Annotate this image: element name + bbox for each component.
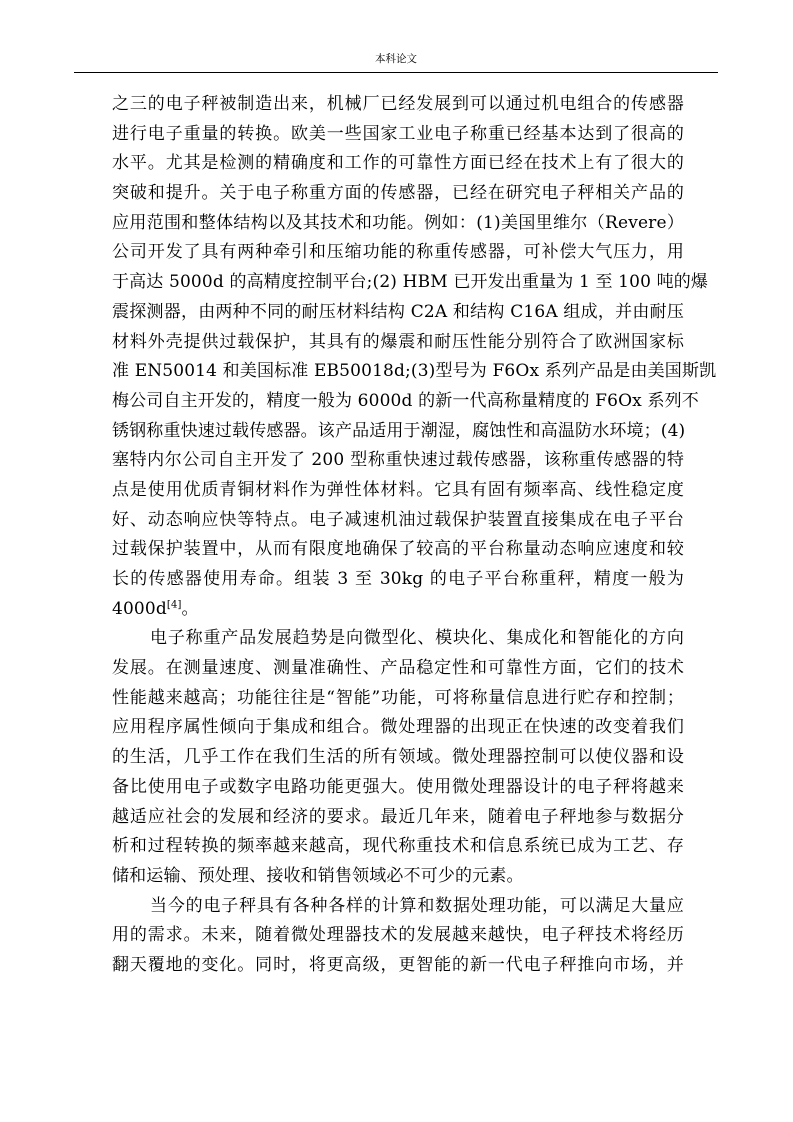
header-divider (74, 72, 718, 73)
text-line: 点是使用优质青铜材料作为弹性体材料。它具有固有频率高、线性稳定度 (112, 479, 684, 500)
text-line: 锈钢称重快速过载传感器。该产品适用于潮湿，腐蚀性和高温防水环境；(4) (112, 420, 686, 441)
text-line: 材料外壳提供过载保护，其具有的爆震和耐压性能分别符合了欧洲国家标 (112, 331, 684, 352)
text-line: 越适应社会的发展和经济的要求。最近几年来，随着电子秤地参与数据分 (112, 806, 684, 827)
paragraph-2 (112, 624, 684, 891)
text-fragment: 4000d (112, 598, 167, 619)
text-line: 于高达 5000d 的高精度控制平台;(2) HBM 已开发出重量为 1 至 100 吨的爆 (112, 272, 709, 293)
text-line: 用的需求。未来，随着微处理器技术的发展越来越快，电子秤技术将经历 (112, 925, 684, 946)
text-line: 应用范围和整体结构以及其技术和功能。例如：(1)美国里维尔（Revere） (112, 212, 684, 233)
document-body (112, 90, 717, 981)
text-line: 塞特内尔公司自主开发了 200 型称重快速过载传感器，该称重传感器的特 (112, 450, 684, 471)
text-line: 公司开发了具有两种牵引和压缩功能的称重传感器，可补偿大气压力，用 (112, 242, 684, 263)
text-line: 好、动态响应快等特点。电子减速机油过载保护装置直接集成在电子平台 (112, 509, 684, 530)
text-line: 翻天覆地的变化。同时，将更高级，更智能的新一代电子秤推向市场，并 (112, 954, 684, 975)
text-line: 应用程序属性倾向于集成和组合。微处理器的出现正在快速的改变着我们 (112, 717, 684, 738)
text-line: 梅公司自主开发的，精度一般为 6000d 的新一代高称量精度的 F6Ox 系列不 (112, 390, 699, 411)
text-line: 的生活，几乎工作在我们生活的所有领域。微处理器控制可以使仪器和设 (112, 747, 684, 768)
text-line: 进行电子重量的转换。欧美一些国家工业电子称重已经基本达到了很高的 (112, 123, 684, 144)
text-line: 水平。尤其是检测的精确度和工作的可靠性方面已经在技术上有了很大的 (112, 153, 684, 174)
text-line: 震探测器，由两种不同的耐压材料结构 C2A 和结构 C16A 组成，并由耐压 (112, 301, 684, 322)
text-fragment: 。 (181, 598, 199, 619)
text-line-last: 储和运输、预处理、接收和销售领域必不可少的元素。 (112, 865, 524, 886)
text-line: 析和过程转换的频率越来越高，现代称重技术和信息系统已成为工艺、存 (112, 836, 684, 857)
text-line: 电子称重产品发展趋势是向微型化、模块化、集成化和智能化的方向 (150, 628, 684, 649)
paragraph-1 (112, 90, 717, 624)
text-line: 长的传感器使用寿命。组装 3 至 30kg 的电子平台称重秤，精度一般为 (112, 569, 684, 589)
citation-reference[interactable]: [4] (166, 599, 182, 611)
text-line: 突破和提升。关于电子称重方面的传感器，已经在研究电子秤相关产品的 (112, 183, 684, 204)
header-title: 本科论文 (375, 53, 417, 65)
text-line: 准 EN50014 和美国标准 EB50018d;(3)型号为 F6Ox 系列产品是由美国斯凯 (112, 361, 717, 382)
text-line: 备比使用电子或数字电路功能更强大。使用微处理器设计的电子秤将越来 (112, 776, 684, 797)
text-line: 当今的电子秤具有各种各样的计算和数据处理功能，可以满足大量应 (150, 895, 684, 916)
paragraph-3 (112, 892, 684, 981)
text-line: 之三的电子秤被制造出来，机械厂已经发展到可以通过机电组合的传感器 (112, 94, 684, 114)
text-line: 发展。在测量速度、测量准确性、产品稳定性和可靠性方面，它们的技术 (112, 658, 684, 679)
page-header (74, 52, 718, 66)
text-line: 性能越来越高；功能往往是“智能”功能，可将称量信息进行贮存和控制； (112, 687, 684, 708)
text-line: 过载保护装置中，从而有限度地确保了较高的平台称量动态响应速度和较 (112, 539, 684, 560)
text-line-last (112, 595, 684, 625)
